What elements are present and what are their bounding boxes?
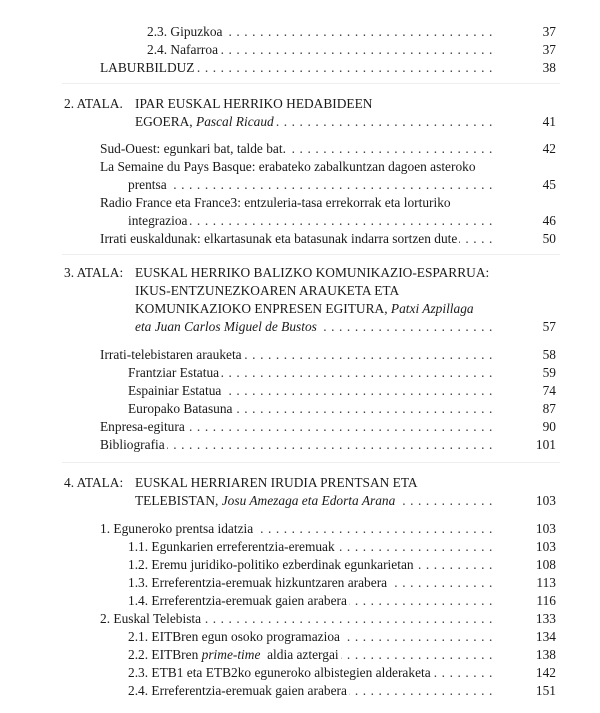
toc-entry-page: 87 bbox=[542, 401, 556, 416]
toc-entry[interactable] bbox=[128, 628, 493, 646]
chapter-author: Josu Amezaga eta Edorta Arana bbox=[221, 493, 396, 508]
chapter-author: Patxi Azpillaga bbox=[390, 301, 474, 316]
toc-entry-label: Bibliografia bbox=[100, 437, 165, 452]
toc-entry-page: 133 bbox=[535, 611, 556, 626]
chapter-entry[interactable] bbox=[135, 492, 493, 510]
section-divider bbox=[62, 462, 560, 463]
toc-entry[interactable] bbox=[147, 41, 493, 59]
toc-entry-page: 142 bbox=[535, 665, 556, 680]
toc-entry-label: 2. Euskal Telebista bbox=[100, 611, 202, 626]
chapter-title bbox=[135, 264, 560, 282]
toc-entry-label bbox=[128, 647, 341, 662]
toc-entry[interactable] bbox=[100, 520, 493, 538]
toc-entry[interactable] bbox=[100, 158, 493, 176]
toc-entry-label: 2.1. EITBren egun osoko programazioa bbox=[128, 629, 340, 644]
chapter-title-line: EUSKAL HERRIAREN IRUDIA PRENTSAN ETA bbox=[135, 475, 418, 490]
toc-entry[interactable] bbox=[100, 194, 493, 212]
toc-entry[interactable] bbox=[147, 23, 493, 41]
toc-entry[interactable] bbox=[128, 364, 493, 382]
toc-entry-label: Radio France eta France3: entzuleria-tasa errekorrak eta lorturiko bbox=[100, 195, 451, 210]
toc-entry-label-italic: prime-time bbox=[201, 647, 261, 662]
toc-entry[interactable] bbox=[128, 538, 493, 556]
chapter-title bbox=[135, 474, 493, 492]
toc-entry[interactable] bbox=[128, 646, 493, 664]
chapter-title-text: TELEBISTAN, bbox=[135, 493, 219, 508]
chapter-entry[interactable] bbox=[135, 318, 493, 336]
chapter-title bbox=[135, 282, 493, 300]
chapter-title-line bbox=[135, 114, 276, 129]
toc-entry[interactable] bbox=[128, 682, 493, 700]
toc-entry-label: Enpresa-egitura bbox=[100, 419, 185, 434]
toc-entry-page: 37 bbox=[542, 24, 556, 39]
toc-entry-continuation[interactable] bbox=[128, 176, 493, 194]
toc-entry-page: 74 bbox=[542, 383, 556, 398]
toc-entry-label: LABURBILDUZ bbox=[100, 60, 195, 75]
toc-entry-continuation[interactable] bbox=[128, 212, 493, 230]
toc-entry-page: 46 bbox=[542, 213, 556, 228]
toc-entry-label: Espainiar Estatua bbox=[128, 383, 222, 398]
chapter-title bbox=[135, 300, 560, 318]
chapter-number: 4. ATALA: bbox=[64, 475, 124, 490]
toc-entry[interactable] bbox=[100, 346, 493, 364]
toc-entry-label: prentsa bbox=[128, 177, 167, 192]
toc-entry-label: 1.3. Erreferentzia-eremuak hizkuntzaren arabera bbox=[128, 575, 388, 590]
toc-entry[interactable] bbox=[100, 436, 493, 454]
toc-entry-label: Europako Batasuna bbox=[128, 401, 233, 416]
section-divider bbox=[62, 83, 560, 84]
toc-entry-label: La Semaine du Pays Basque: erabateko zabalkuntzan dagoen asteroko bbox=[100, 159, 476, 174]
toc-entry-label: Frantziar Estatua bbox=[128, 365, 220, 380]
toc-entry-label: 2.3. ETB1 eta ETB2ko eguneroko albistegien alderaketa bbox=[128, 665, 431, 680]
toc-entry-page: 103 bbox=[535, 539, 556, 554]
toc-entry-page: 113 bbox=[536, 575, 556, 590]
chapter-number: 3. ATALA: bbox=[64, 265, 124, 280]
chapter-title bbox=[135, 95, 493, 113]
chapter-title-line: IKUS-ENTZUNEZKOAREN ARAUKETA ETA bbox=[135, 283, 400, 298]
toc-entry[interactable] bbox=[128, 664, 493, 682]
toc-entry-page: 116 bbox=[536, 593, 556, 608]
toc-entry-page: 90 bbox=[542, 419, 556, 434]
toc-entry-page: 57 bbox=[542, 319, 556, 334]
chapter-title-line bbox=[135, 493, 397, 508]
toc-entry-label: 2.3. Gipuzkoa bbox=[147, 24, 223, 39]
toc-entry-label: Sud-Ouest: egunkari bat, talde bat. bbox=[100, 141, 286, 156]
toc-entry-page: 42 bbox=[542, 141, 556, 156]
chapter-title-text: KOMUNIKAZIOKO ENPRESEN EGITURA, bbox=[135, 301, 388, 316]
toc-entry-page: 37 bbox=[542, 42, 556, 57]
toc-entry-label: Irrati euskaldunak: elkartasunak eta batasunak indarra sortzen dute bbox=[100, 231, 458, 246]
chapter-title-line: EUSKAL HERRIKO BALIZKO KOMUNIKAZIO-ESPARRUA: bbox=[135, 265, 490, 280]
chapter-number: 2. ATALA. bbox=[64, 96, 123, 111]
toc-entry-label: 2.4. Erreferentzia-eremuak gaien arabera bbox=[128, 683, 347, 698]
toc-entry-page: 134 bbox=[535, 629, 556, 644]
toc-entry-page: 45 bbox=[542, 177, 556, 192]
section-divider bbox=[62, 254, 560, 255]
toc-entry[interactable] bbox=[100, 418, 493, 436]
toc-entry[interactable] bbox=[128, 574, 493, 592]
toc-entry-label: 1.2. Eremu juridiko-politiko ezberdinak egunkarietan bbox=[128, 557, 414, 572]
chapter-entry[interactable] bbox=[135, 113, 493, 131]
toc-entry-page: 108 bbox=[535, 557, 556, 572]
toc-entry-label-part: aldia aztergai bbox=[267, 647, 339, 662]
chapter-title-line bbox=[135, 301, 476, 316]
toc-entry[interactable] bbox=[128, 592, 493, 610]
toc-entry[interactable] bbox=[100, 230, 493, 248]
toc-entry-page: 38 bbox=[542, 60, 556, 75]
toc-entry-label: integrazioa bbox=[128, 213, 188, 228]
toc-entry[interactable] bbox=[128, 556, 493, 574]
toc-entry-label: 1.1. Egunkarien erreferentzia-eremuak bbox=[128, 539, 335, 554]
toc-entry-page: 50 bbox=[542, 231, 556, 246]
toc-entry[interactable] bbox=[128, 400, 493, 418]
chapter-author: Pascal Ricaud bbox=[196, 114, 274, 129]
toc-entry-page: 41 bbox=[542, 114, 556, 129]
toc-entry-label: Irrati-telebistaren arauketa bbox=[100, 347, 242, 362]
toc-entry-page: 101 bbox=[535, 437, 556, 452]
toc-entry[interactable] bbox=[100, 610, 493, 628]
toc-entry-label: 2.4. Nafarroa bbox=[147, 42, 219, 57]
toc-entry[interactable] bbox=[100, 140, 493, 158]
toc-entry-label-part: 2.2. EITBren bbox=[128, 647, 199, 662]
toc-entry-page: 103 bbox=[535, 521, 556, 536]
chapter-author: eta Juan Carlos Miguel de Bustos bbox=[135, 319, 317, 334]
chapter-title-line: IPAR EUSKAL HERRIKO HEDABIDEEN bbox=[135, 96, 373, 111]
toc-entry-page: 59 bbox=[542, 365, 556, 380]
toc-entry-page: 138 bbox=[535, 647, 556, 662]
toc-entry-page: 103 bbox=[535, 493, 556, 508]
toc-entry[interactable] bbox=[100, 59, 493, 77]
chapter-title-text: EGOERA, bbox=[135, 114, 193, 129]
toc-entry-label: 1. Eguneroko prentsa idatzia bbox=[100, 521, 254, 536]
toc-entry-page: 58 bbox=[542, 347, 556, 362]
toc-entry-label: 1.4. Erreferentzia-eremuak gaien arabera bbox=[128, 593, 347, 608]
toc-entry[interactable] bbox=[128, 382, 493, 400]
toc-entry-page: 151 bbox=[535, 683, 556, 698]
